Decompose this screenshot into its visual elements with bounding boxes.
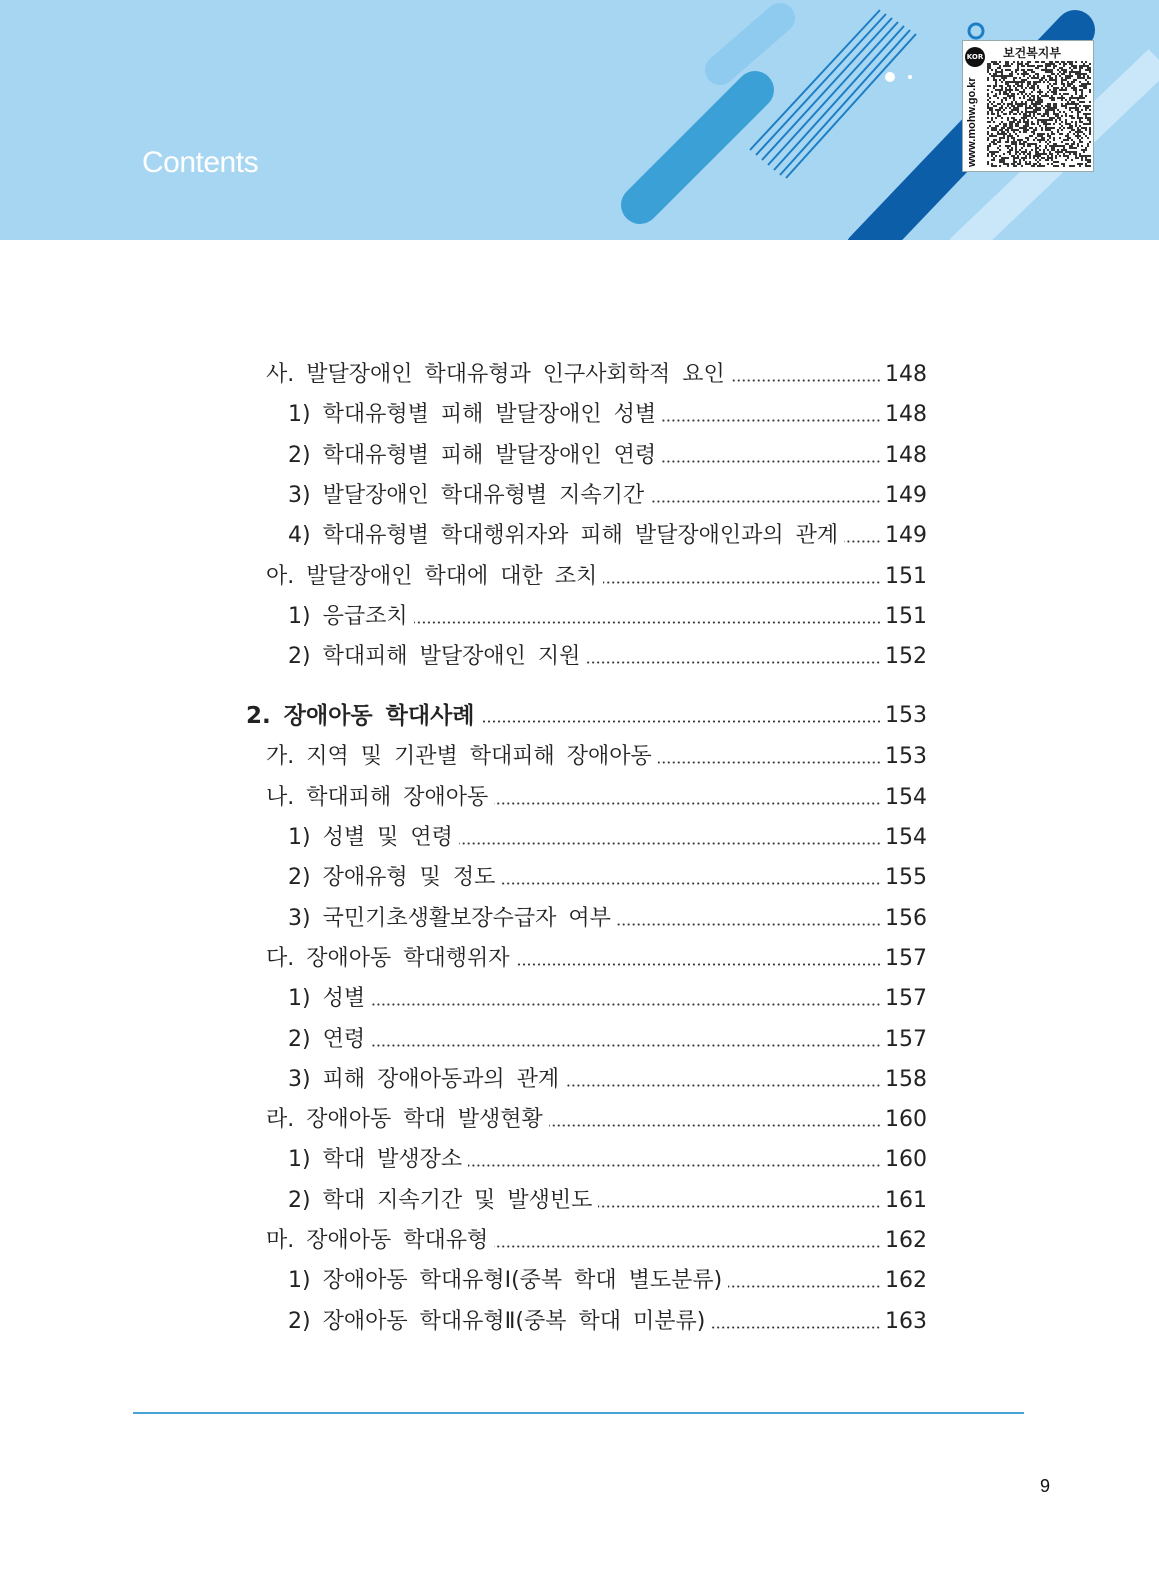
ministry-side-strip — [963, 41, 987, 171]
toc-entry-page: 148 — [885, 362, 927, 387]
ministry-name: 보건복지부 — [1003, 46, 1061, 60]
toc-entry[interactable] — [288, 1304, 927, 1336]
toc-entry-page: 155 — [885, 865, 927, 891]
toc-dot-leader — [731, 379, 881, 382]
toc-entry-label: 2) 장애아동 학대유형Ⅱ(중복 학대 미분류) — [288, 1308, 706, 1334]
toc-entry-label: 마. 장애아동 학대유형 — [266, 1228, 489, 1253]
toc-dot-leader — [371, 1003, 881, 1006]
toc-dot-leader — [459, 842, 881, 845]
toc-dot-leader — [501, 882, 881, 885]
toc-entry-label: 1) 응급조치 — [288, 603, 408, 629]
toc-entry-page: 157 — [885, 945, 927, 971]
toc-entry-page: 160 — [885, 1107, 927, 1133]
toc-dot-leader — [516, 963, 881, 966]
ministry-url: www.mohw.go.kr — [966, 77, 978, 167]
toc-entry[interactable] — [288, 981, 927, 1013]
toc-entry[interactable] — [288, 438, 927, 470]
toc-dot-leader — [565, 1084, 881, 1087]
toc-entry-label: 2) 학대유형별 피해 발달장애인 연령 — [288, 442, 657, 468]
kor-mark: KOR — [965, 47, 985, 67]
page-title: Contents — [142, 146, 259, 179]
toc-entry-label: 3) 발달장애인 학대유형별 지속기간 — [288, 482, 645, 508]
toc-entry-label: 4) 학대유형별 학대행위자와 피해 발달장애인과의 관계 — [288, 523, 839, 549]
toc-entry-page: 156 — [885, 905, 927, 931]
toc-entry-label: 1) 학대 발생장소 — [288, 1147, 463, 1173]
toc-entry[interactable] — [288, 901, 927, 933]
toc-entry-label: 가. 지역 및 기관별 학대피해 장애아동 — [266, 744, 652, 770]
toc-entry[interactable] — [288, 1142, 927, 1174]
toc-entry[interactable] — [246, 698, 927, 730]
header-banner — [0, 0, 1159, 240]
toc-entry-page: 151 — [885, 563, 927, 589]
toc-dot-leader — [844, 540, 881, 543]
toc-entry-label: 아. 발달장애인 학대에 대한 조치 — [266, 563, 598, 589]
toc-entry[interactable] — [266, 941, 927, 973]
toc-dot-leader — [662, 419, 881, 422]
toc-entry[interactable] — [266, 739, 927, 771]
toc-entry[interactable] — [266, 357, 927, 389]
qr-badge[interactable] — [962, 40, 1094, 172]
toc-entry[interactable] — [266, 559, 927, 591]
toc-dot-leader — [598, 1205, 881, 1208]
toc-entry-page: 153 — [885, 703, 927, 729]
toc-entry-label: 2) 학대피해 발달장애인 지원 — [288, 644, 581, 670]
toc-entry[interactable] — [288, 860, 927, 892]
toc-entry[interactable] — [288, 1062, 927, 1094]
toc-entry-page: 157 — [885, 986, 927, 1012]
toc-entry[interactable] — [288, 639, 927, 671]
toc-entry[interactable] — [266, 1223, 927, 1255]
toc-entry-page: 157 — [885, 1026, 927, 1052]
toc-entry-page: 162 — [885, 1228, 927, 1253]
toc-entry-label: 1) 장애아동 학대유형Ⅰ(중복 학대 별도분류) — [288, 1268, 723, 1294]
toc-entry[interactable] — [288, 478, 927, 510]
toc-entry-page: 149 — [885, 523, 927, 549]
toc-entry[interactable] — [288, 1183, 927, 1215]
toc-entry[interactable] — [288, 599, 927, 631]
toc-entry-page: 158 — [885, 1066, 927, 1092]
toc-entry[interactable] — [288, 518, 927, 550]
toc-entry-label: 2. 장애아동 학대사례 — [246, 703, 475, 730]
toc-entry-label: 나. 학대피해 장애아동 — [266, 784, 489, 810]
toc-entry[interactable] — [288, 1022, 927, 1054]
toc-dot-leader — [549, 1124, 881, 1127]
qr-code-icon — [987, 61, 1091, 167]
toc-entry[interactable] — [288, 1263, 927, 1295]
toc-entry-label: 2) 장애유형 및 정도 — [288, 865, 496, 891]
toc-entry-label: 1) 학대유형별 피해 발달장애인 성별 — [288, 402, 657, 428]
toc-dot-leader — [494, 802, 881, 805]
toc-entry-label: 1) 성별 — [288, 986, 366, 1012]
toc-entry-label: 사. 발달장애인 학대유형과 인구사회학적 요인 — [266, 362, 725, 387]
toc-entry-page: 154 — [885, 784, 927, 810]
toc-dot-leader — [728, 1285, 881, 1288]
toc-dot-leader — [603, 581, 881, 584]
toc-entry-label: 3) 피해 장애아동과의 관계 — [288, 1066, 560, 1092]
toc-entry-page: 162 — [885, 1268, 927, 1294]
toc-entry-label: 라. 장애아동 학대 발생현황 — [266, 1107, 543, 1133]
toc-entry-page: 161 — [885, 1187, 927, 1213]
toc-dot-leader — [414, 621, 881, 624]
toc-dot-leader — [662, 460, 881, 463]
toc-dot-leader — [371, 1044, 881, 1047]
toc-dot-leader — [468, 1164, 881, 1167]
toc-entry[interactable] — [266, 1102, 927, 1134]
toc-entry-label: 1) 성별 및 연령 — [288, 825, 453, 850]
toc-dot-leader — [650, 500, 881, 503]
toc-entry-page: 152 — [885, 644, 927, 670]
toc-dot-leader — [711, 1326, 881, 1329]
toc-entry-page: 154 — [885, 825, 927, 850]
toc-entry-label: 3) 국민기초생활보장수급자 여부 — [288, 905, 611, 931]
toc-entry[interactable] — [288, 820, 927, 852]
toc-entry-label: 2) 연령 — [288, 1026, 366, 1052]
page-number: 9 — [1039, 1476, 1050, 1496]
toc-entry-page: 148 — [885, 402, 927, 428]
toc-entry-page: 148 — [885, 442, 927, 468]
toc-entry-label: 2) 학대 지속기간 및 발생빈도 — [288, 1187, 593, 1213]
toc-dot-leader — [481, 720, 882, 723]
toc-entry-page: 151 — [885, 603, 927, 629]
toc-entry-page: 153 — [885, 744, 927, 770]
toc-dot-leader — [617, 923, 881, 926]
footer-divider — [133, 1412, 1024, 1414]
toc-entry-page: 149 — [885, 482, 927, 508]
toc-dot-leader — [586, 661, 881, 664]
toc-dot-leader — [494, 1245, 881, 1248]
toc-entry[interactable] — [288, 397, 927, 429]
toc-entry-label: 다. 장애아동 학대행위자 — [266, 945, 510, 971]
toc-entry-page: 163 — [885, 1308, 927, 1334]
toc-entry[interactable] — [266, 780, 927, 812]
toc-entry-page: 160 — [885, 1147, 927, 1173]
toc-dot-leader — [658, 761, 881, 764]
